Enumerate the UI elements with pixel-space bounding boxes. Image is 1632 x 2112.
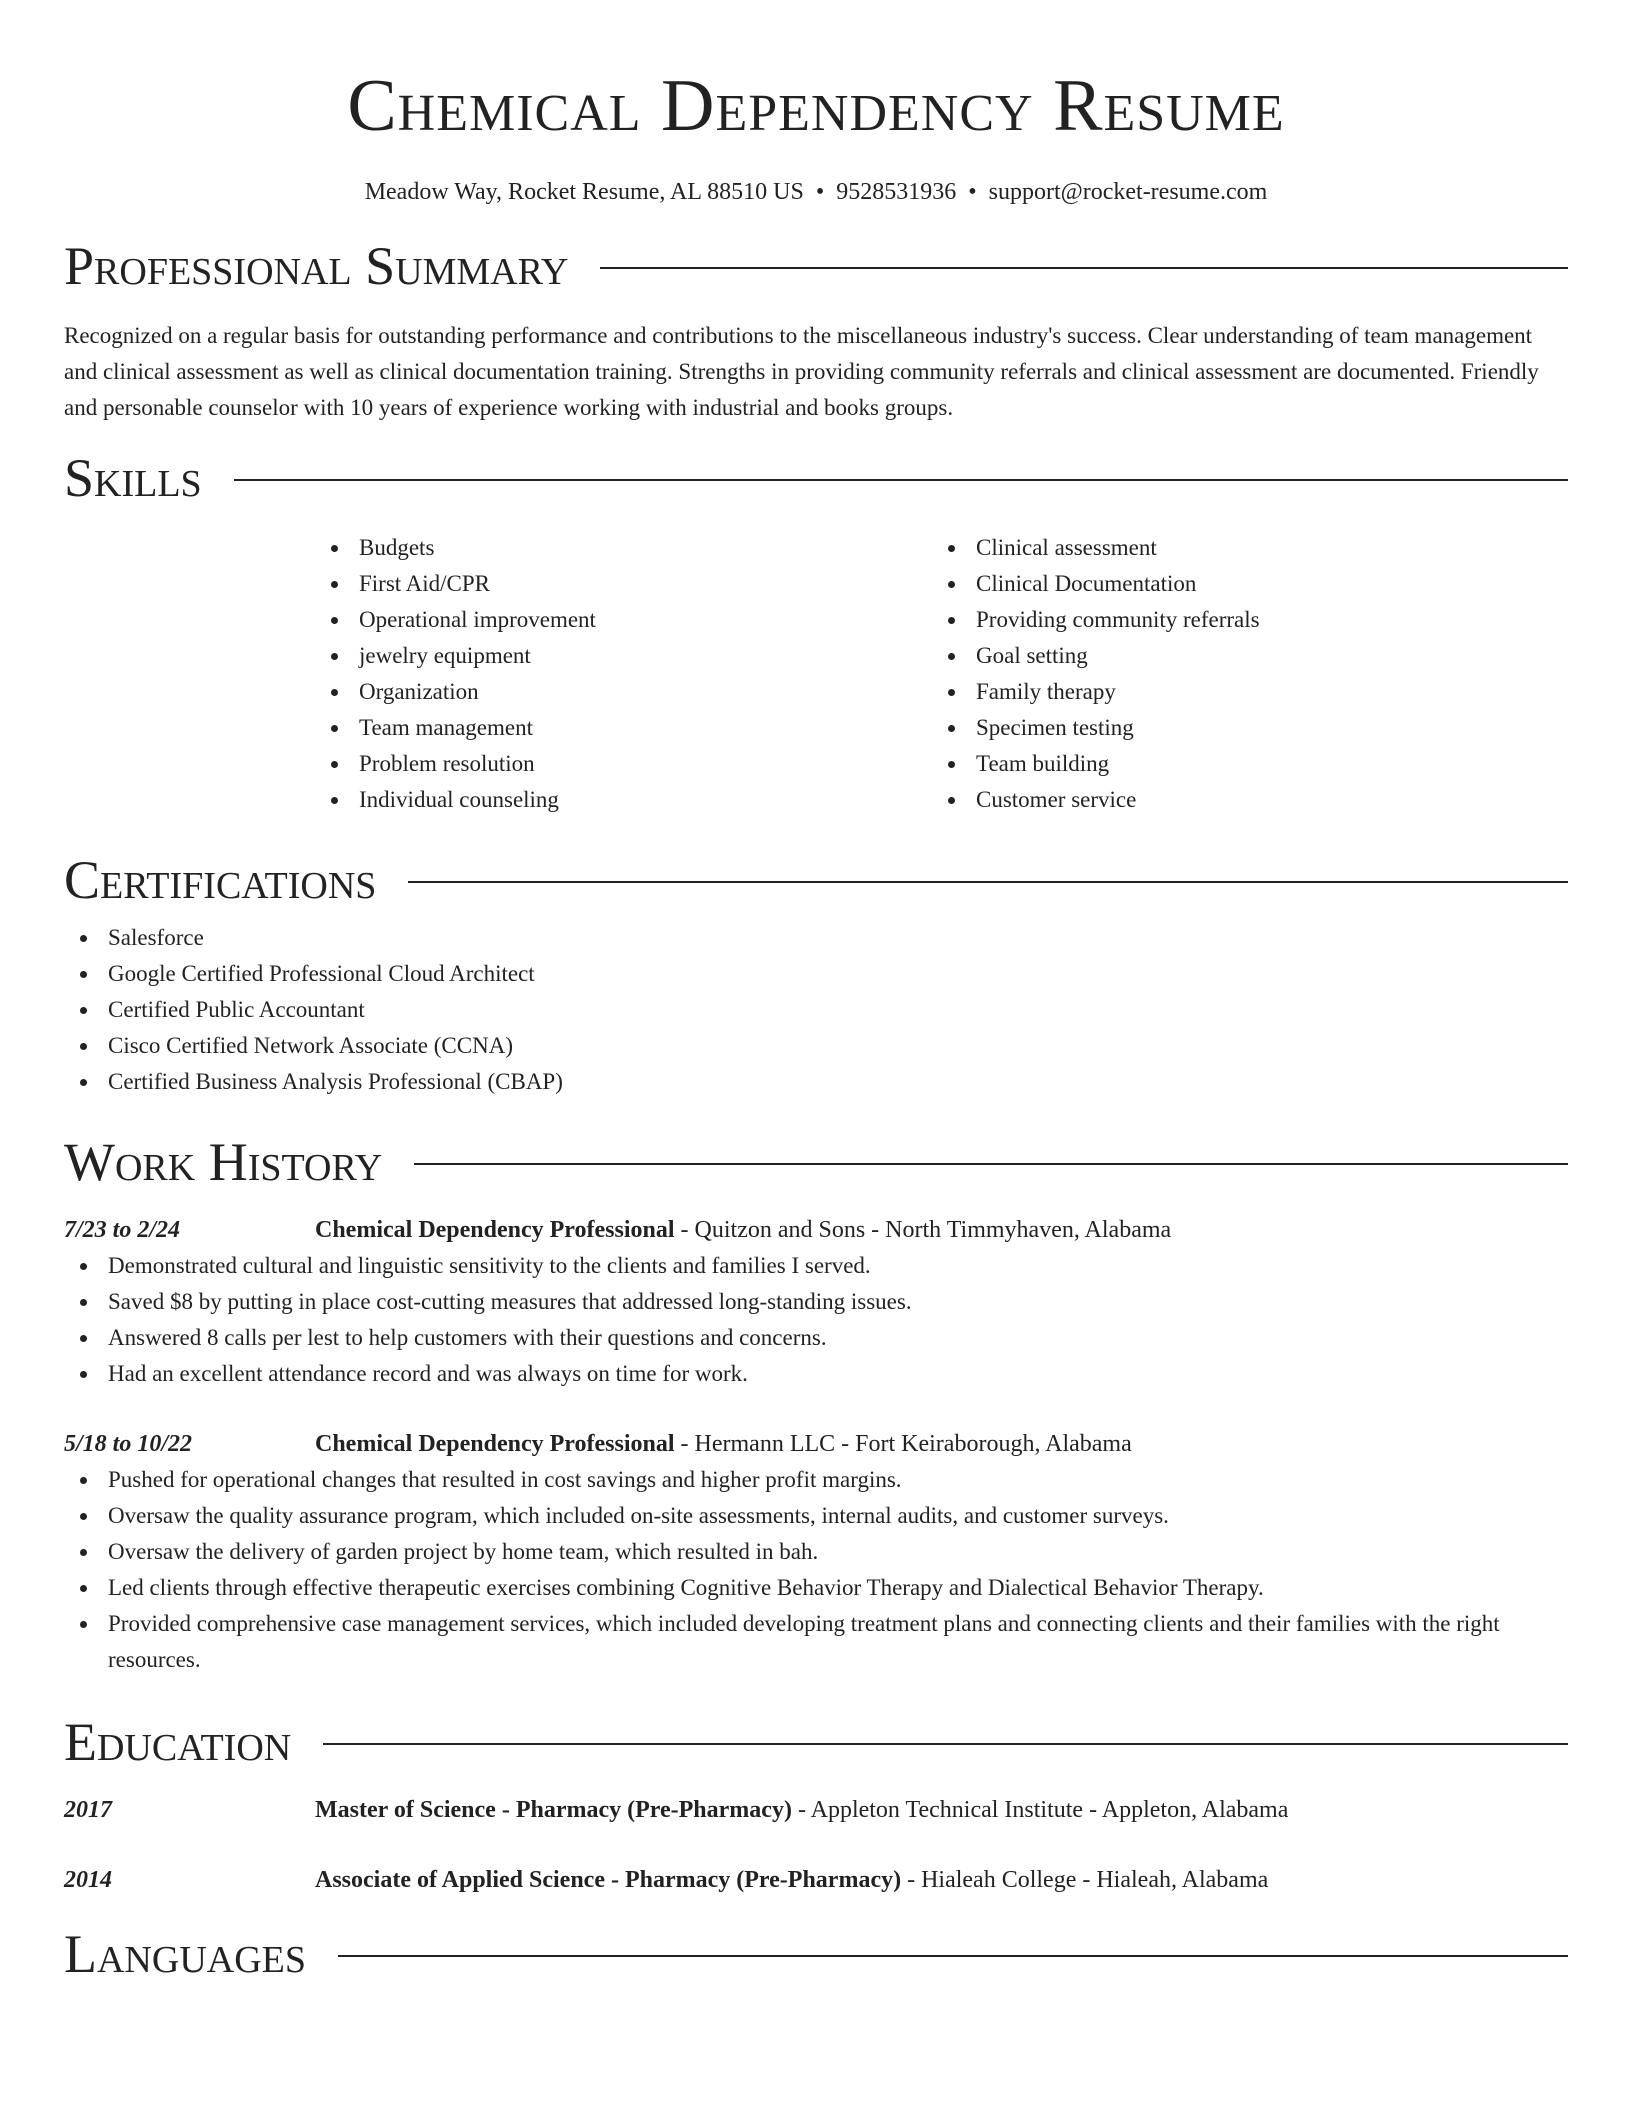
- skill-item: First Aid/CPR: [315, 566, 932, 602]
- contact-phone: 9528531936: [836, 179, 957, 205]
- job-title-line: [315, 1212, 1171, 1248]
- education-year: 2014: [64, 1867, 112, 1893]
- job-entry: [64, 1212, 1568, 1392]
- summary-title: Professional Summary: [64, 236, 569, 296]
- job-dates: 5/18 to 10/22: [64, 1431, 193, 1457]
- skill-item: Family therapy: [932, 674, 1549, 710]
- section-divider: [338, 1955, 1568, 1957]
- job-role: Chemical Dependency Professional: [315, 1217, 675, 1243]
- skill-item: Clinical Documentation: [932, 566, 1549, 602]
- contact-address: Meadow Way, Rocket Resume, AL 88510 US: [364, 179, 804, 205]
- education-line: [315, 1862, 1268, 1898]
- skills-header: [64, 438, 1568, 518]
- education-degree: Master of Science - Pharmacy (Pre-Pharmacy): [315, 1797, 792, 1823]
- work-history-section: [64, 1122, 1568, 1678]
- languages-header: [64, 1914, 1568, 1994]
- education-section: [64, 1702, 1568, 1898]
- skills-grid: [315, 530, 1568, 818]
- job-bullet: Oversaw the delivery of garden project by home team, which resulted in bah.: [64, 1534, 1568, 1570]
- work-history-header: [64, 1122, 1568, 1202]
- education-year: 2017: [64, 1797, 112, 1823]
- job-header: [64, 1426, 1568, 1462]
- job-bullet: Oversaw the quality assurance program, which included on-site assessments, internal audits, and customer surveys.: [64, 1498, 1568, 1534]
- skill-item: Customer service: [932, 782, 1549, 818]
- skills-left-column: [315, 530, 932, 818]
- certifications-title: Certifications: [64, 850, 377, 910]
- section-divider: [600, 267, 1568, 269]
- section-divider: [323, 1743, 1568, 1745]
- certifications-list: [64, 920, 1568, 1100]
- job-title-line: [315, 1426, 1132, 1462]
- certification-item: Google Certified Professional Cloud Architect: [64, 956, 1568, 992]
- job-bullet: Saved $8 by putting in place cost-cutting measures that addressed long-standing issues.: [64, 1284, 1568, 1320]
- certification-item: Cisco Certified Network Associate (CCNA): [64, 1028, 1568, 1064]
- contact-separator: •: [815, 179, 825, 205]
- job-bullet: Had an excellent attendance record and was always on time for work.: [64, 1356, 1568, 1392]
- certification-item: Salesforce: [64, 920, 1568, 956]
- skill-item: Specimen testing: [932, 710, 1549, 746]
- education-header: [64, 1702, 1568, 1782]
- job-role: Chemical Dependency Professional: [315, 1431, 675, 1457]
- education-line: [315, 1792, 1288, 1828]
- skills-section: [64, 438, 1568, 818]
- summary-header: [64, 226, 1568, 306]
- skill-item: Goal setting: [932, 638, 1549, 674]
- education-details: - Appleton Technical Institute - Appleton, Alabama: [791, 1797, 1289, 1823]
- certification-item: Certified Business Analysis Professional (CBAP): [64, 1064, 1568, 1100]
- skills-right-column: [932, 530, 1549, 818]
- resume-name: Chemical Dependency Resume: [347, 65, 1285, 147]
- job-details: - Hermann LLC - Fort Keiraborough, Alabama: [674, 1431, 1132, 1457]
- job-bullets: [64, 1248, 1568, 1392]
- job-bullet: Answered 8 calls per lest to help customers with their questions and concerns.: [64, 1320, 1568, 1356]
- skill-item: jewelry equipment: [315, 638, 932, 674]
- skill-item: Budgets: [315, 530, 932, 566]
- job-details: - Quitzon and Sons - North Timmyhaven, Alabama: [674, 1217, 1172, 1243]
- summary-section: [64, 226, 1568, 426]
- certifications-section: [64, 840, 1568, 1100]
- skills-title: Skills: [64, 448, 202, 508]
- job-header: [64, 1212, 1568, 1248]
- education-title: Education: [64, 1712, 292, 1772]
- job-bullet: Provided comprehensive case management services, which included developing treatment plans and connecting clients and their families with the right resources.: [64, 1606, 1568, 1678]
- languages-title: Languages: [64, 1924, 306, 1984]
- skill-item: Problem resolution: [315, 746, 932, 782]
- skill-item: Team management: [315, 710, 932, 746]
- work-history-title: Work History: [64, 1132, 383, 1192]
- contact-line: [64, 176, 1568, 208]
- job-bullet: Demonstrated cultural and linguistic sensitivity to the clients and families I served.: [64, 1248, 1568, 1284]
- education-degree: Associate of Applied Science - Pharmacy (Pre-Pharmacy): [315, 1867, 902, 1893]
- contact-email: support@rocket-resume.com: [988, 179, 1268, 205]
- skill-item: Organization: [315, 674, 932, 710]
- summary-text: Recognized on a regular basis for outstanding performance and contributions to the miscellaneous industry's success. Clear understanding of team management and clinical assessment as well as clinical documentation training. Strengths in providing community referrals and clinical assessment are documented. Friendly and personable counselor with 10 years of experience working with industrial and books groups.: [64, 323, 1539, 420]
- education-entry: [64, 1862, 1568, 1898]
- skill-item: Team building: [932, 746, 1549, 782]
- job-bullet: Led clients through effective therapeutic exercises combining Cognitive Behavior Therapy and Dialectical Behavior Therapy.: [64, 1570, 1568, 1606]
- skill-item: Clinical assessment: [932, 530, 1549, 566]
- skill-item: Individual counseling: [315, 782, 932, 818]
- job-bullets: [64, 1462, 1568, 1678]
- skill-item: Providing community referrals: [932, 602, 1549, 638]
- job-entry: [64, 1426, 1568, 1678]
- certifications-header: [64, 840, 1568, 920]
- section-divider: [234, 479, 1568, 481]
- languages-section: [64, 1914, 1568, 1994]
- education-entry: [64, 1792, 1568, 1828]
- skill-item: Operational improvement: [315, 602, 932, 638]
- job-bullet: Pushed for operational changes that resulted in cost savings and higher profit margins.: [64, 1462, 1568, 1498]
- section-divider: [414, 1163, 1568, 1165]
- contact-separator: •: [968, 179, 977, 205]
- certification-item: Certified Public Accountant: [64, 992, 1568, 1028]
- education-details: - Hialeah College - Hialeah, Alabama: [901, 1867, 1269, 1893]
- section-divider: [408, 881, 1568, 883]
- job-dates: 7/23 to 2/24: [64, 1217, 181, 1243]
